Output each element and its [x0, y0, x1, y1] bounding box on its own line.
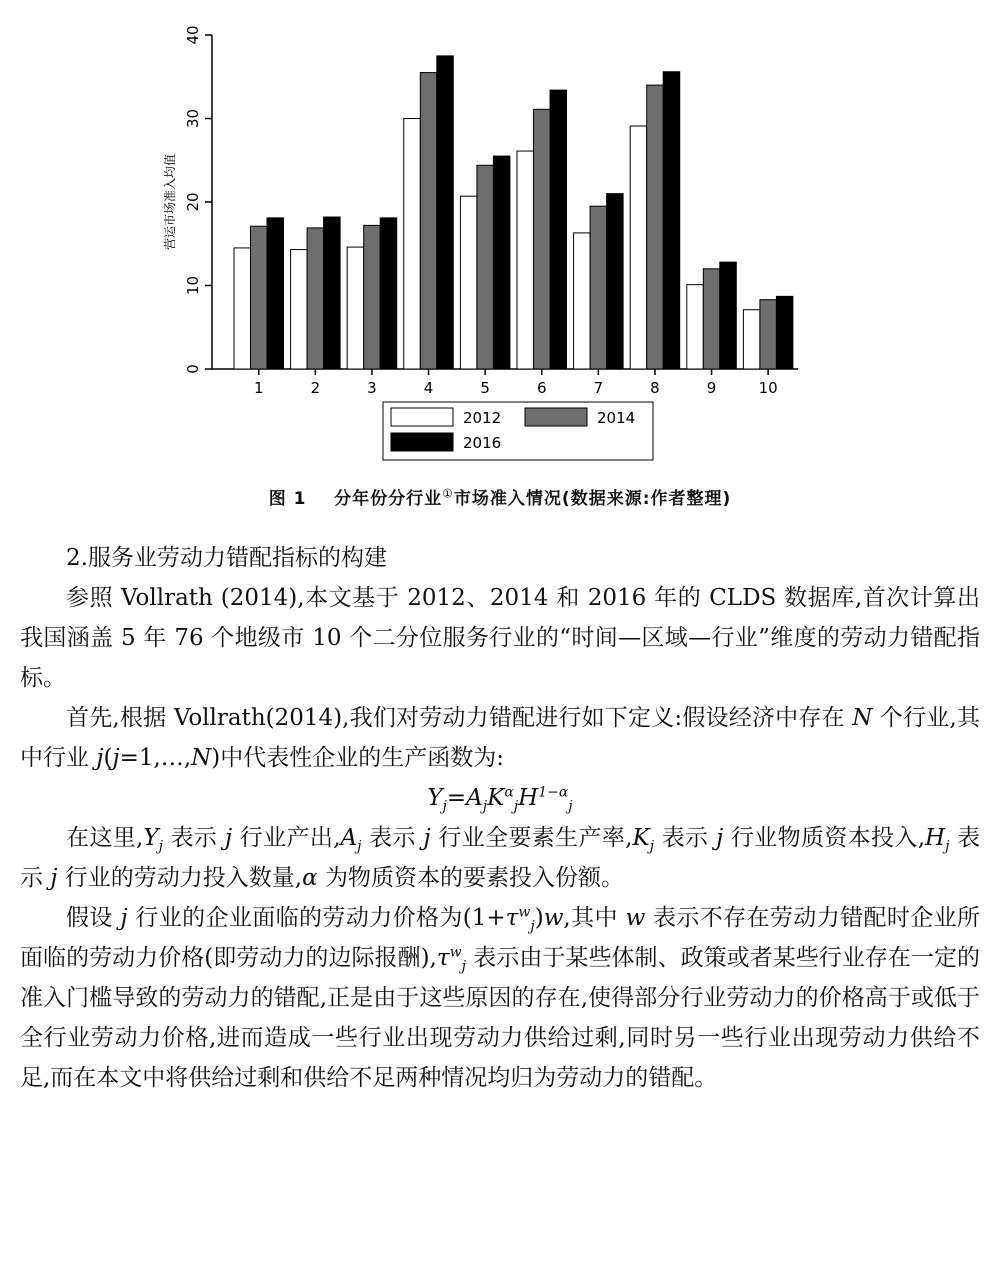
legend-label-2016: 2016	[463, 434, 502, 452]
bar-2012-cat-9	[687, 285, 704, 369]
legend-label-2012: 2012	[463, 409, 502, 427]
bar-2016-cat-9	[720, 262, 737, 369]
legend-swatch-2016	[391, 433, 453, 451]
x-tick-label: 10	[758, 379, 778, 397]
bar-2012-cat-1	[234, 248, 251, 369]
bar-2016-cat-7	[607, 194, 624, 369]
bar-2014-cat-7	[590, 206, 607, 369]
body-text	[20, 538, 980, 1098]
paragraph-1: 参照 Vollrath (2014),本文基于 2012、2014 和 2016 年的 CLDS 数据库,首次计算出我国涵盖 5 年 76 个地级市 10 个二分位服务行业的“时间—区域—行业”维度的劳动力错配指标。	[20, 585, 980, 691]
bar-2012-cat-2	[291, 250, 308, 369]
legend-swatch-2012	[391, 408, 453, 426]
paragraph-2: 首先,根据 Vollrath(2014),我们对劳动力错配进行如下定义:假设经济中存在 N 个行业,其中行业 j(j=1,…,N)中代表性企业的生产函数为:	[20, 705, 981, 771]
bar-2016-cat-6	[550, 90, 567, 369]
bar-2016-cat-10	[776, 296, 793, 369]
y-tick-label: 40	[184, 25, 202, 45]
bar-2012-cat-4	[404, 119, 421, 370]
bar-2014-cat-8	[647, 85, 664, 369]
chart-svg	[150, 10, 830, 472]
bar-2012-cat-6	[517, 151, 534, 369]
bar-2016-cat-8	[663, 72, 680, 369]
bar-2014-cat-2	[307, 228, 324, 369]
bar-2016-cat-4	[437, 56, 454, 369]
caption-prefix: 图 1	[268, 489, 307, 509]
bar-chart	[150, 10, 830, 472]
bar-2014-cat-9	[703, 269, 720, 369]
bar-2012-cat-5	[460, 196, 477, 369]
bar-2014-cat-6	[534, 109, 551, 369]
section-heading: 2.服务业劳动力错配指标的构建	[66, 545, 387, 571]
x-tick-label: 8	[650, 379, 660, 397]
y-tick-label: 10	[184, 275, 202, 296]
y-axis-label: 营运市场准入均值	[163, 153, 177, 251]
caption-main: 分年份分行业	[334, 489, 443, 509]
figure-caption	[0, 484, 1000, 509]
bar-2012-cat-7	[574, 233, 591, 369]
legend-swatch-2014	[525, 408, 587, 426]
x-tick-label: 1	[253, 379, 264, 397]
x-tick-label: 2	[310, 379, 321, 397]
bar-2016-cat-1	[267, 218, 284, 369]
bar-2012-cat-8	[630, 126, 647, 369]
bar-2016-cat-5	[493, 156, 510, 369]
bar-2014-cat-4	[420, 73, 437, 369]
y-tick-label: 20	[184, 192, 202, 212]
x-tick-label: 4	[423, 379, 434, 397]
production-function: $Y_j=A_jK^\alpha_jH^{1-\alpha}_j$	[427, 784, 573, 815]
paragraph-3: 在这里$,Y_j$ 表示 j 行业产出$,A_j$ 表示 j 行业全要素生产率$,K_j$ 表示 j 行业物质资本投入$,H_j$ 表示 j 行业的劳动力投入数量,α 为物质资本的要素投入份额。	[20, 825, 981, 891]
caption-tail: 市场准入情况(数据来源:作者整理)	[453, 489, 732, 509]
footnote-mark: ①	[442, 486, 454, 501]
bar-2014-cat-10	[760, 300, 777, 369]
y-tick-label: 30	[184, 108, 202, 129]
x-tick-label: 3	[367, 379, 377, 397]
x-tick-label: 5	[480, 379, 490, 397]
x-tick-label: 7	[593, 379, 604, 397]
y-tick-label: 0	[184, 364, 202, 374]
bar-2014-cat-3	[364, 225, 381, 369]
x-tick-label: 9	[706, 379, 717, 397]
bar-2012-cat-10	[743, 310, 760, 369]
bar-2014-cat-5	[477, 165, 494, 369]
bar-2016-cat-2	[324, 217, 341, 369]
legend-label-2014: 2014	[597, 409, 636, 427]
paragraph-4: 假设 j 行业的企业面临的劳动力价格为$(1+\tau^w_j)w$,其中 w 表示不存在劳动力错配时企业所面临的劳动力价格(即劳动力的边际报酬)$,\tau^w_j$ 表示由于某些体制、政策或者某些行业存在一定的准入门槛导致的劳动力的错配,正是由于这些原因的存在,使得部分行业劳动力的价格高于或低于全行业劳动力价格,进而造成一些行业出现劳动力供给过剩,同时另一些行业出现劳动力供给不足,而在本文中将供给过剩和供给不足两种情况均归为劳动力的错配。	[20, 904, 981, 1091]
bar-2016-cat-3	[380, 218, 397, 369]
bar-2014-cat-1	[251, 226, 268, 369]
bar-2012-cat-3	[347, 247, 364, 369]
x-tick-label: 6	[536, 379, 547, 397]
